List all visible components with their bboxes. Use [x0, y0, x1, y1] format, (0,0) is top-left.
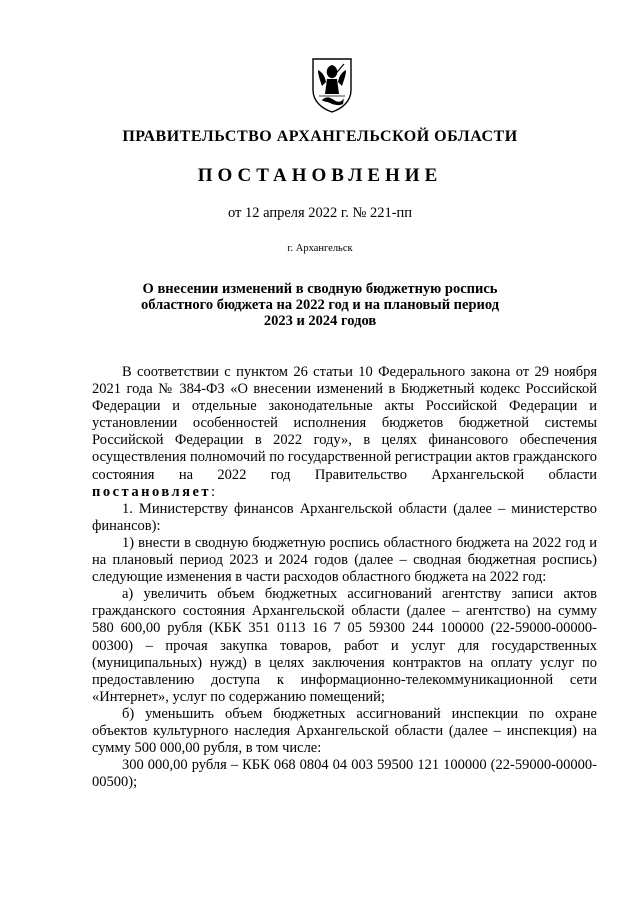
paragraph-a: а) увеличить объем бюджетных ассигнований агентству записи актов гражданского состояния Архангельской области (далее – агентство) на сумму 580 600,00 рубля (КБК 351 0113 16 7 05 59300 244 100000 (22-59000-00000-00300) – прочая закупка товаров, работ и услуг для государственных (муниципальных) нужд) в целях заключения контрактов на оплату услуг по предоставлению доступа к информационно-телекоммуникационной сети «Интернет», услуг по содержанию помещений;: [92, 586, 597, 705]
government-name: ПРАВИТЕЛЬСТВО АРХАНГЕЛЬСКОЙ ОБЛАСТИ: [122, 128, 518, 145]
title-line: областного бюджета на 2022 год и на плановый период: [140, 297, 500, 313]
intro-text: В соответствии с пунктом 26 статьи 10 Федерального закона от 29 ноября 2021 года № 384-ФЗ «О внесении изменений в Бюджетный кодекс Российской Федерации и отдельные законодательные акты Российской Федерации и установлении особенностей исполнения бюджетов бюджетной системы Российской Федерации в 2022 году», в целях финансового обеспечения осуществления полномочий по государственной регистрации актов гражданского состояния на 2022 год Правительство Архангельской области: [92, 364, 598, 483]
title-line: 2023 и 2024 годов: [263, 313, 377, 329]
document-date-number: от 12 апреля 2022 г. № 221-пп: [227, 205, 413, 221]
paragraph-1-1: 1) внести в сводную бюджетную роспись областного бюджета на 2022 год и на плановый период 2023 и 2024 годов (далее – сводная бюджетная роспись) следующие изменения в части расходов областного бюджета на 2022 год:: [92, 534, 597, 586]
paragraph-1: 1. Министерству финансов Архангельской области (далее – министерство финансов):: [92, 500, 597, 534]
resolution-verb: постановляет: [92, 483, 212, 500]
document-type: ПОСТАНОВЛЕНИЕ: [197, 165, 443, 186]
intro-paragraph: [92, 364, 597, 501]
title-line: О внесении изменений в сводную бюджетную роспись: [142, 281, 498, 297]
document-body: [92, 364, 597, 791]
document-city: г. Архангельск: [287, 243, 353, 254]
arkhangelsk-coat-of-arms-icon: [310, 56, 354, 114]
paragraph-b-item: 300 000,00 рубля – КБК 068 0804 04 003 59500 121 100000 (22-59000-00000-00500);: [92, 757, 597, 791]
intro-colon: :: [211, 483, 216, 500]
paragraph-b: б) уменьшить объем бюджетных ассигнований инспекции по охране объектов культурного наследия Архангельской области (далее – инспекция) на сумму 500 000,00 рубля, в том числе:: [92, 705, 597, 757]
document-title: [100, 281, 540, 329]
